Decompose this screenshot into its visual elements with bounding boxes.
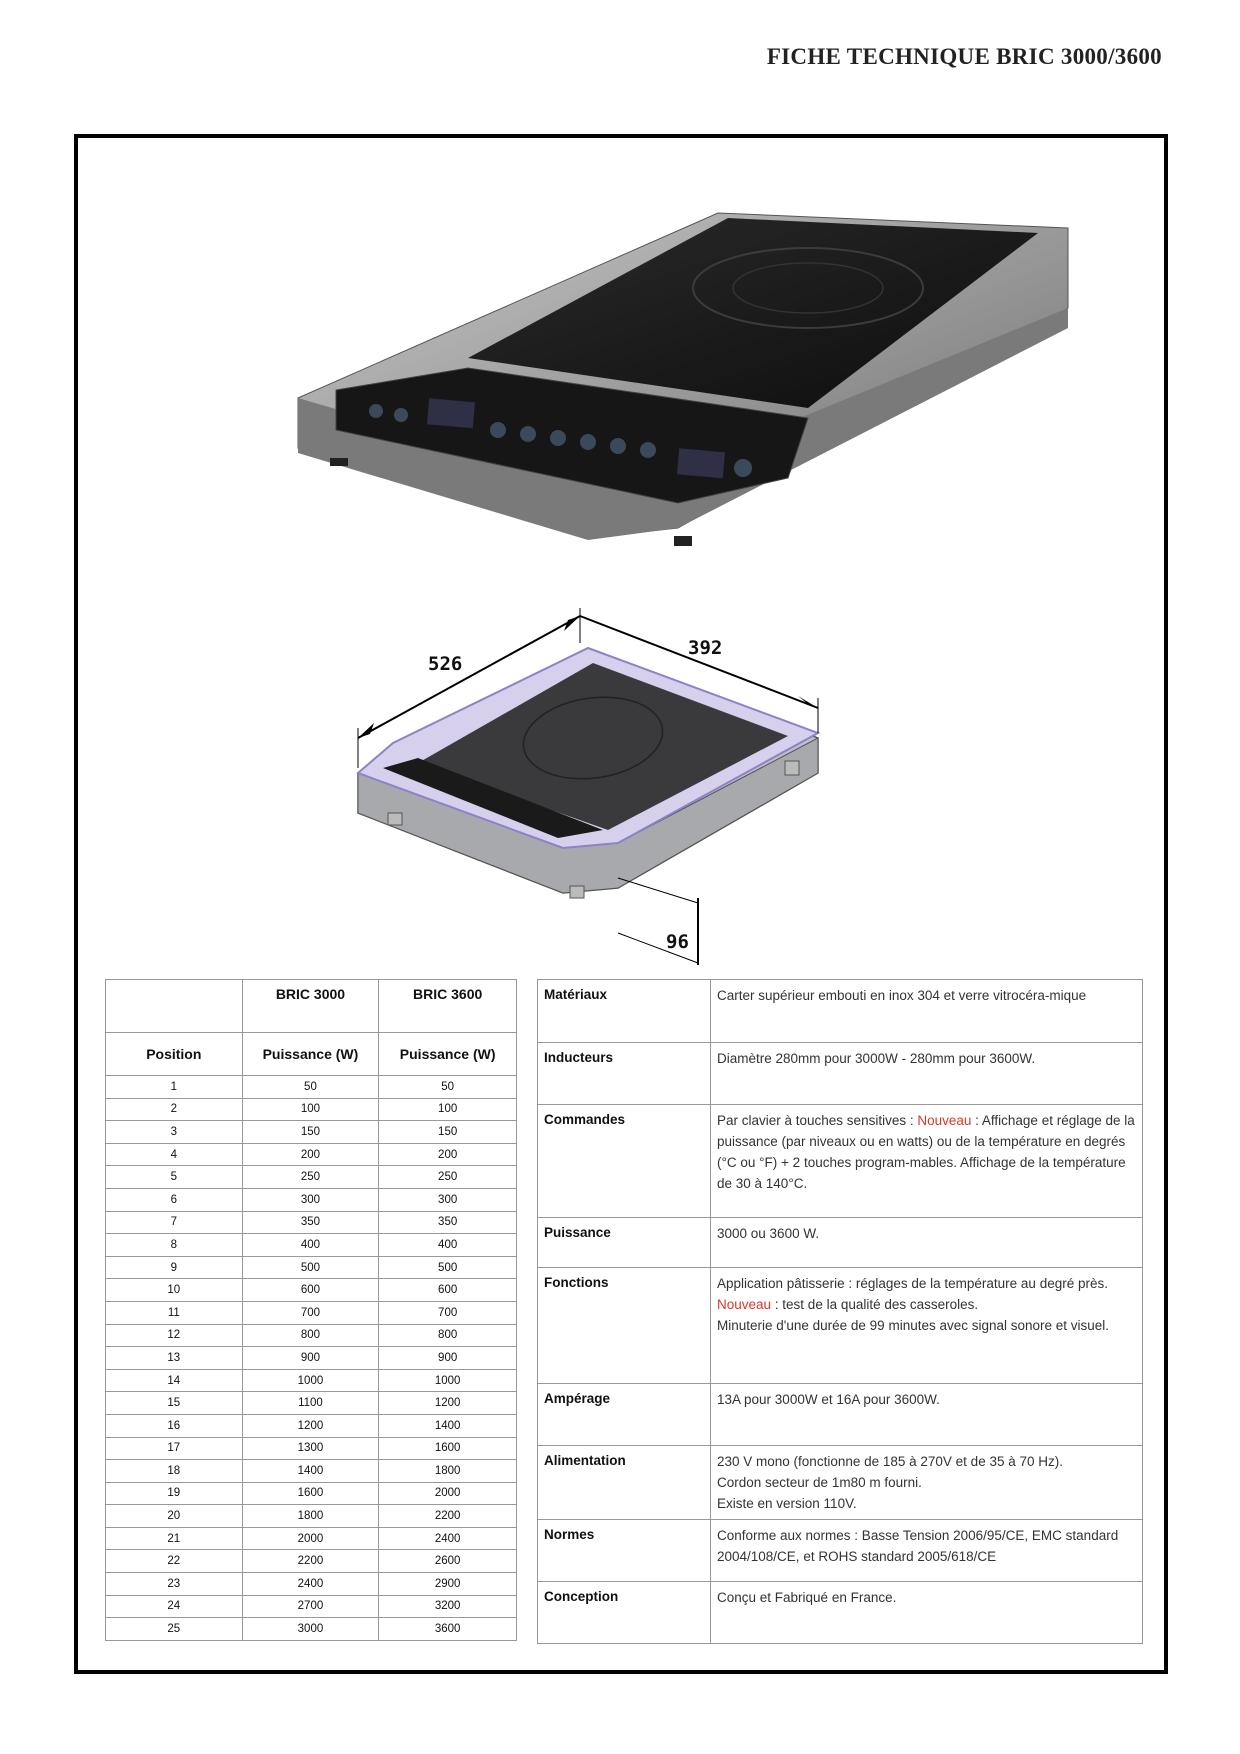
power-header-bric3000: Puissance (W) — [242, 1033, 379, 1076]
position-cell: 14 — [106, 1369, 243, 1392]
table-row — [106, 1595, 517, 1618]
position-cell: 13 — [106, 1347, 243, 1370]
table-row — [106, 1550, 517, 1573]
position-cell: 7 — [106, 1211, 243, 1234]
bric3000-power-cell: 1600 — [242, 1482, 379, 1505]
spec-text: Cordon secteur de 1m80 m fourni. — [717, 1475, 922, 1490]
page-title: FICHE TECHNIQUE BRIC 3000/3600 — [766, 44, 1162, 69]
bric3000-power-cell: 150 — [242, 1121, 379, 1144]
position-cell: 16 — [106, 1414, 243, 1437]
spec-text: 230 V mono (fonctionne de 185 à 270V et de 35 à 70 Hz). — [717, 1454, 1063, 1469]
spec-value: 3000 ou 3600 W. — [711, 1218, 1143, 1268]
spec-value: Conçu et Fabriqué en France. — [711, 1582, 1143, 1644]
bric3600-power-cell: 2600 — [379, 1550, 517, 1573]
bric3000-power-cell: 2000 — [242, 1527, 379, 1550]
spec-row-normes — [538, 1520, 1143, 1582]
bric3000-power-cell: 50 — [242, 1076, 379, 1099]
spec-text: Par clavier à touches sensitives : — [717, 1113, 918, 1128]
bric3000-power-cell: 2400 — [242, 1573, 379, 1596]
bric3000-power-cell: 1200 — [242, 1414, 379, 1437]
bric3600-power-cell: 300 — [379, 1188, 517, 1211]
position-cell: 21 — [106, 1527, 243, 1550]
spec-value: 13A pour 3000W et 16A pour 3600W. — [711, 1384, 1143, 1446]
spec-row-inducteurs — [538, 1043, 1143, 1105]
bric3000-power-cell: 300 — [242, 1188, 379, 1211]
table-row — [106, 1188, 517, 1211]
table-row — [106, 1143, 517, 1166]
spec-text: Minuterie d'une durée de 99 minutes avec signal sonore et visuel. — [717, 1318, 1110, 1333]
bric3600-power-cell: 150 — [379, 1121, 517, 1144]
position-cell: 6 — [106, 1188, 243, 1211]
dim-width-label: 392 — [688, 637, 723, 659]
table-row — [106, 1166, 517, 1189]
spec-text: Existe en version 110V. — [717, 1496, 857, 1511]
bric3600-power-cell: 1400 — [379, 1414, 517, 1437]
power-header-bric3600: Puissance (W) — [379, 1033, 517, 1076]
bric3000-power-cell: 600 — [242, 1279, 379, 1302]
bric3600-power-cell: 3200 — [379, 1595, 517, 1618]
empty-header-cell — [106, 980, 243, 1033]
bric3600-power-cell: 600 — [379, 1279, 517, 1302]
bric3600-power-cell: 200 — [379, 1143, 517, 1166]
table-row — [106, 1482, 517, 1505]
bric3600-power-cell: 2000 — [379, 1482, 517, 1505]
spec-label: Matériaux — [538, 980, 711, 1043]
table-row — [106, 1347, 517, 1370]
bric3600-power-cell: 2900 — [379, 1573, 517, 1596]
power-table-header-models — [106, 980, 517, 1033]
bric3600-power-cell: 50 — [379, 1076, 517, 1099]
bric3600-power-cell: 500 — [379, 1256, 517, 1279]
spec-row-fonctions — [538, 1268, 1143, 1384]
spec-table — [537, 979, 1143, 1644]
table-row — [106, 1618, 517, 1641]
bric3000-power-cell: 1000 — [242, 1369, 379, 1392]
position-cell: 3 — [106, 1121, 243, 1144]
bric3000-power-cell: 350 — [242, 1211, 379, 1234]
bric3600-power-cell: 2200 — [379, 1505, 517, 1528]
table-row — [106, 1414, 517, 1437]
spec-text: : test de la qualité des casseroles. — [771, 1297, 979, 1312]
position-cell: 23 — [106, 1573, 243, 1596]
position-cell: 4 — [106, 1143, 243, 1166]
spec-row-puissance — [538, 1218, 1143, 1268]
position-cell: 1 — [106, 1076, 243, 1099]
bric3600-power-cell: 1200 — [379, 1392, 517, 1415]
spec-value — [711, 1105, 1143, 1218]
spec-text: Application pâtisserie : réglages de la température au degré près. — [717, 1276, 1108, 1291]
power-table-body — [106, 1076, 517, 1641]
position-cell: 11 — [106, 1301, 243, 1324]
spec-label: Normes — [538, 1520, 711, 1582]
bric3600-power-cell: 800 — [379, 1324, 517, 1347]
dim-height-label: 96 — [666, 931, 689, 953]
position-cell: 5 — [106, 1166, 243, 1189]
position-cell: 10 — [106, 1279, 243, 1302]
table-row — [106, 1256, 517, 1279]
spec-value — [711, 1446, 1143, 1520]
bric3000-power-cell: 1400 — [242, 1460, 379, 1483]
bric3000-power-cell: 700 — [242, 1301, 379, 1324]
spec-row-amperage — [538, 1384, 1143, 1446]
spec-value: Conforme aux normes : Basse Tension 2006/95/CE, EMC standard 2004/108/CE, et ROHS standard 2005/618/CE — [711, 1520, 1143, 1582]
bric3600-power-cell: 700 — [379, 1301, 517, 1324]
model-header-bric3000: BRIC 3000 — [242, 980, 379, 1033]
position-cell: 24 — [106, 1595, 243, 1618]
spec-text-line — [717, 1294, 1136, 1315]
bric3000-power-cell: 1100 — [242, 1392, 379, 1415]
bric3000-power-cell: 400 — [242, 1234, 379, 1257]
bric3000-power-cell: 800 — [242, 1324, 379, 1347]
position-cell: 20 — [106, 1505, 243, 1528]
spec-text: : Affichage et réglage de la puissance (par niveaux ou en watts) ou de la température en degrés (°C ou °F) + 2 touches program-mables. Affichage de la température de 30 à 140°C. — [717, 1113, 1135, 1191]
power-table-header-columns — [106, 1033, 517, 1076]
position-cell: 18 — [106, 1460, 243, 1483]
table-row — [106, 1234, 517, 1257]
position-header: Position — [106, 1033, 243, 1076]
position-cell: 19 — [106, 1482, 243, 1505]
bric3600-power-cell: 1800 — [379, 1460, 517, 1483]
new-badge-text: Nouveau — [917, 1113, 972, 1128]
bric3000-power-cell: 200 — [242, 1143, 379, 1166]
bric3600-power-cell: 900 — [379, 1347, 517, 1370]
spec-row-materiaux — [538, 980, 1143, 1043]
spec-label: Commandes — [538, 1105, 711, 1218]
position-cell: 9 — [106, 1256, 243, 1279]
spec-label: Puissance — [538, 1218, 711, 1268]
table-row — [106, 1301, 517, 1324]
table-row — [106, 1505, 517, 1528]
spec-label: Inducteurs — [538, 1043, 711, 1105]
spec-row-alimentation — [538, 1446, 1143, 1520]
position-cell: 15 — [106, 1392, 243, 1415]
bric3600-power-cell: 1000 — [379, 1369, 517, 1392]
table-row — [106, 1437, 517, 1460]
table-row — [106, 1369, 517, 1392]
position-cell: 22 — [106, 1550, 243, 1573]
table-row — [106, 1098, 517, 1121]
spec-label: Conception — [538, 1582, 711, 1644]
dim-length-label: 526 — [428, 653, 463, 675]
new-badge-text: Nouveau — [717, 1297, 772, 1312]
bric3600-power-cell: 2400 — [379, 1527, 517, 1550]
table-row — [106, 1279, 517, 1302]
spec-value: Diamètre 280mm pour 3000W - 280mm pour 3600W. — [711, 1043, 1143, 1105]
model-header-bric3600: BRIC 3600 — [379, 980, 517, 1033]
table-row — [106, 1121, 517, 1144]
position-cell: 2 — [106, 1098, 243, 1121]
spec-row-conception — [538, 1582, 1143, 1644]
spec-label: Ampérage — [538, 1384, 711, 1446]
table-row — [106, 1527, 517, 1550]
bric3000-power-cell: 100 — [242, 1098, 379, 1121]
bric3600-power-cell: 1600 — [379, 1437, 517, 1460]
bric3600-power-cell: 3600 — [379, 1618, 517, 1641]
table-row — [106, 1324, 517, 1347]
bric3600-power-cell: 400 — [379, 1234, 517, 1257]
bric3000-power-cell: 1800 — [242, 1505, 379, 1528]
content-frame — [74, 134, 1168, 1674]
bric3000-power-cell: 2200 — [242, 1550, 379, 1573]
bric3000-power-cell: 250 — [242, 1166, 379, 1189]
bric3600-power-cell: 100 — [379, 1098, 517, 1121]
table-row — [106, 1460, 517, 1483]
bric3000-power-cell: 2700 — [242, 1595, 379, 1618]
bric3000-power-cell: 1300 — [242, 1437, 379, 1460]
bric3000-power-cell: 900 — [242, 1347, 379, 1370]
position-cell: 17 — [106, 1437, 243, 1460]
position-cell: 8 — [106, 1234, 243, 1257]
spec-row-commandes — [538, 1105, 1143, 1218]
bric3600-power-cell: 250 — [379, 1166, 517, 1189]
bric3600-power-cell: 350 — [379, 1211, 517, 1234]
spec-value: Carter supérieur embouti en inox 304 et verre vitrocéra-mique — [711, 980, 1143, 1043]
position-cell: 12 — [106, 1324, 243, 1347]
power-table — [105, 979, 517, 1641]
spec-label: Fonctions — [538, 1268, 711, 1384]
table-row — [106, 1211, 517, 1234]
table-row — [106, 1076, 517, 1099]
table-row — [106, 1573, 517, 1596]
table-row — [106, 1392, 517, 1415]
spec-value — [711, 1268, 1143, 1384]
spec-label: Alimentation — [538, 1446, 711, 1520]
position-cell: 25 — [106, 1618, 243, 1641]
bric3000-power-cell: 500 — [242, 1256, 379, 1279]
bric3000-power-cell: 3000 — [242, 1618, 379, 1641]
